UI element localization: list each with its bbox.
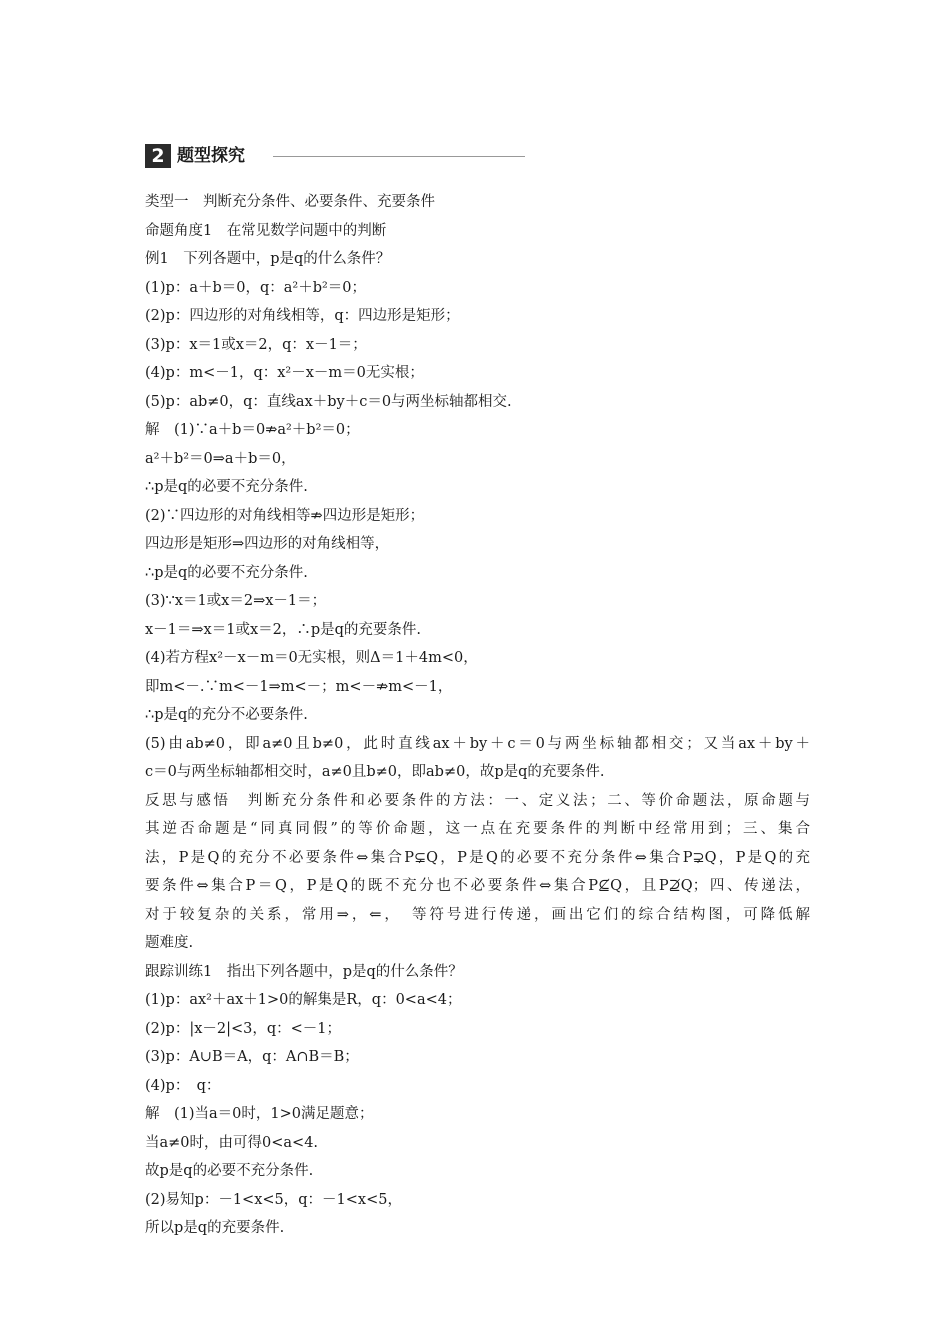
practice-solution-line: 所以p是q的充要条件. — [145, 1220, 285, 1236]
header-divider — [273, 156, 525, 157]
solution-line: 四边形是矩形⇒四边形的对角线相等， — [145, 536, 390, 552]
solution-line: (4)若方程x²－x－m＝0无实根，则Δ＝1＋4m<0， — [145, 650, 478, 666]
example-question: 例1 下列各题中，p是q的什么条件？ — [145, 251, 391, 267]
reflection-paragraph — [145, 787, 810, 958]
practice-item-1: (1)p：ax²＋ax＋1>0的解集是R，q：0<a<4； — [145, 992, 462, 1008]
solution-line: ∴p是q的必要不充分条件. — [145, 564, 308, 581]
angle-heading: 命题角度1 在常见数学问题中的判断 — [145, 222, 387, 239]
example-item-4: (4)p：m<－1，q：x²－x－m＝0无实根； — [145, 365, 424, 381]
paragraph-line: 题难度. — [145, 935, 194, 951]
solution-line: (2)∵四边形的对角线相等⇏四边形是矩形； — [145, 507, 425, 524]
practice-item-3: (3)p：A∪B＝A，q：A∩B＝B； — [145, 1049, 359, 1065]
document-body — [145, 188, 810, 1243]
paragraph-line: 其逆否命题是“同真同假”的等价命题，这一点在充要条件的判断中经常用到；三、集合 — [145, 821, 810, 837]
example-item-3: (3)p：x＝1或x＝2，q：x－1＝； — [145, 336, 367, 353]
paragraph-line: 要条件⇔集合P＝Q，P是Q的既不充分也不必要条件⇔集合P⊈Q，且P⊉Q；四、传递法， — [145, 878, 810, 894]
paragraph-line: c＝0与两坐标轴都相交时，a≠0且b≠0，即ab≠0，故p是q的充要条件. — [145, 764, 605, 780]
solution-line: 即m<－.∵m<－1⇒m<－；m<－⇏m<－1， — [145, 678, 453, 695]
practice-heading: 跟踪训练1 指出下列各题中，p是q的什么条件？ — [145, 963, 463, 980]
paragraph-line: 对于较复杂的关系，常用⇒，⇐， 等符号进行传递，画出它们的综合结构图，可降低解 — [145, 906, 810, 923]
solution-line: ∴p是q的充分不必要条件. — [145, 707, 308, 723]
solution-line: a²＋b²＝0⇒a＋b＝0， — [145, 450, 296, 467]
solution-line: x－1＝⇒x＝1或x＝2，∴p是q的充要条件. — [145, 621, 422, 638]
type-heading: 类型一 判断充分条件、必要条件、充要条件 — [145, 194, 435, 210]
practice-item-2: (2)p：|x－2|<3，q：<－1； — [145, 1020, 342, 1037]
practice-solution-line: (2)易知p：－1<x<5，q：－1<x<5， — [145, 1191, 402, 1208]
practice-solution-line: 当a≠0时，由可得0<a<4. — [145, 1134, 319, 1151]
practice-solution-line: 解 (1)当a＝0时，1>0满足题意； — [145, 1106, 374, 1122]
solution-line: ∴p是q的必要不充分条件. — [145, 479, 308, 495]
paragraph-line: (5)由ab≠0，即a≠0且b≠0，此时直线ax＋by＋c＝0与两坐标轴都相交；又当ax＋by＋ — [145, 735, 810, 752]
paragraph-line: 法，P是Q的充分不必要条件⇔集合P⊊Q，P是Q的必要不充分条件⇔集合P⊋Q，P是Q的充 — [145, 849, 810, 866]
section-number-badge: 2 — [145, 144, 171, 168]
paragraph-line: 反思与感悟 判断充分条件和必要条件的方法：一、定义法；二、等价命题法，原命题与 — [145, 792, 810, 809]
example-item-5: (5)p：ab≠0，q：直线ax＋by＋c＝0与两坐标轴都相交. — [145, 393, 512, 410]
solution-line: (3)∵x＝1或x＝2⇒x－1＝； — [145, 593, 327, 609]
solution-part-5 — [145, 730, 810, 787]
solution-line: 解 (1)∵a＋b＝0⇏a²＋b²＝0； — [145, 422, 360, 438]
practice-solution-line: 故p是q的必要不充分条件. — [145, 1163, 314, 1179]
example-item-2: (2)p：四边形的对角线相等，q：四边形是矩形； — [145, 308, 460, 324]
example-item-1: (1)p：a＋b＝0，q：a²＋b²＝0； — [145, 279, 367, 296]
section-title: 题型探究 — [177, 146, 245, 166]
practice-item-4: (4)p： q： — [145, 1077, 221, 1094]
section-header — [145, 144, 525, 170]
